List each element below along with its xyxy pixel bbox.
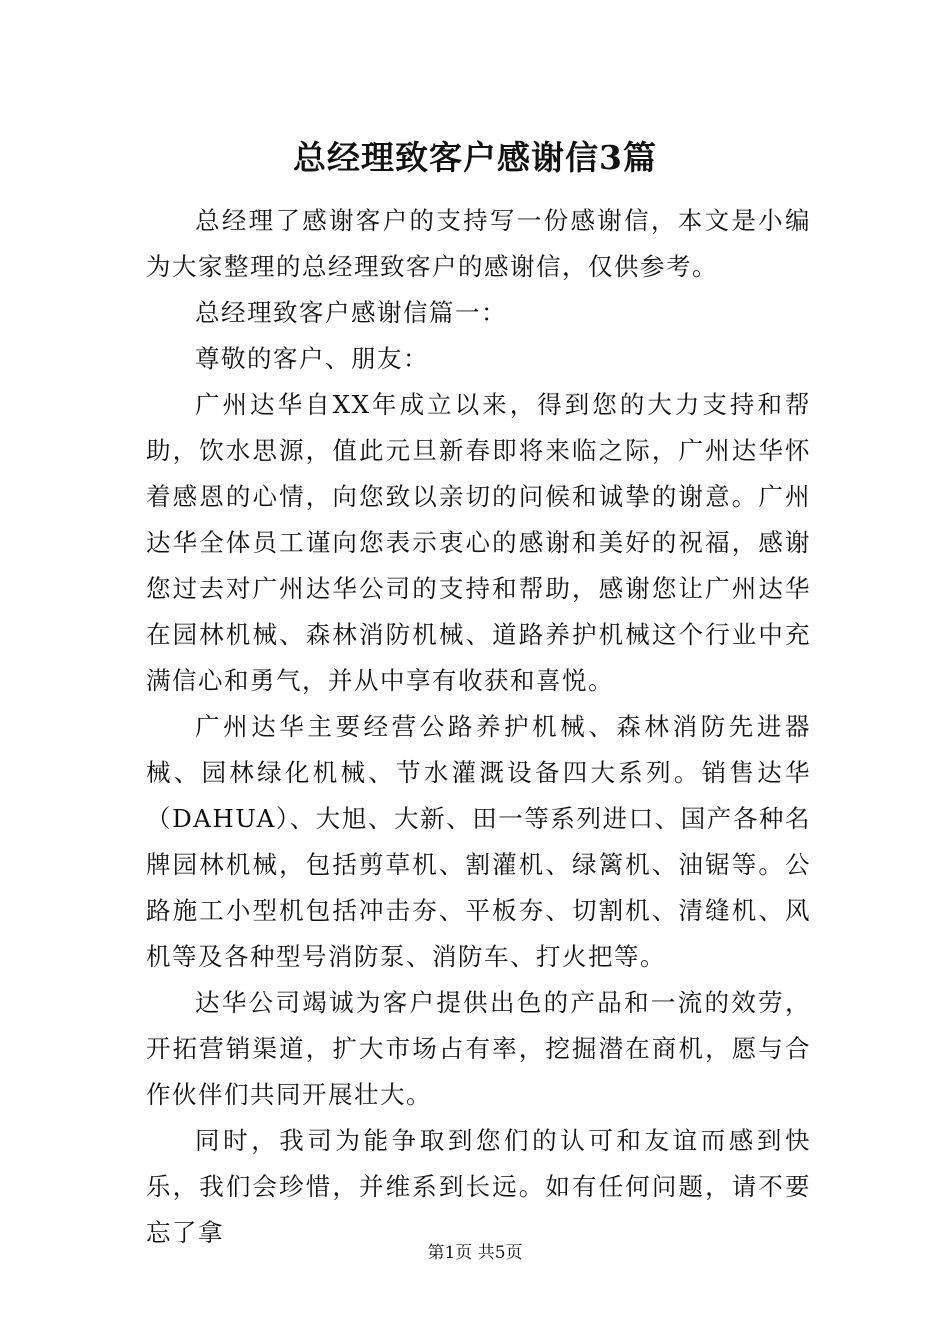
paragraph-salutation: 尊敬的客户、朋友： xyxy=(195,344,429,373)
document-body xyxy=(146,198,811,1256)
paragraph-body-1: 广州达华自XX年成立以来，得到您的大力支持和帮助，饮水思源，值此元旦新春即将来临之际，广州达华怀着感恩的心情，向您致以亲切的问候和诚挚的谢意。广州达华全体员工谨向您表示衷心的感谢和美好的祝福，感谢您过去对广州达华公司的支持和帮助，感谢您让广州达华在园林机械、森林消防机械、道路养护机械这个行业中充满信心和勇气，并从中享有收获和喜悦。 xyxy=(146,390,811,695)
paragraph-body-3: 达华公司竭诚为客户提供出色的产品和一流的效劳，开拓营销渠道，扩大市场占有率，挖掘潜在商机，愿与合作伙伴们共同开展壮大。 xyxy=(146,988,811,1109)
document-title: 总经理致客户感谢信3篇 xyxy=(293,138,657,177)
paragraph-body-4: 同时，我司为能争取到您们的认可和友谊而感到快乐，我们会珍惜，并维系到长远。如有任何问题，请不要忘了拿 xyxy=(146,1126,811,1247)
paragraph-body-2: 广州达华主要经营公路养护机械、森林消防先进器械、园林绿化机械、节水灌溉设备四大系列。销售达华（DAHUA）、大旭、大新、田一等系列进口、国产各种名牌园林机械，包括剪草机、割灌机、绿篱机、油锯等。公路施工小型机包括冲击夯、平板夯、切割机、清缝机、风机等及各种型号消防泵、消防车、打火把等。 xyxy=(146,712,811,971)
paragraph-section-heading: 总经理致客户感谢信篇一： xyxy=(195,298,507,327)
page-number-footer: 第1页 共5页 xyxy=(427,1243,523,1263)
paragraph-intro: 总经理了感谢客户的支持写一份感谢信，本文是小编为大家整理的总经理致客户的感谢信，仅供参考。 xyxy=(146,206,811,281)
